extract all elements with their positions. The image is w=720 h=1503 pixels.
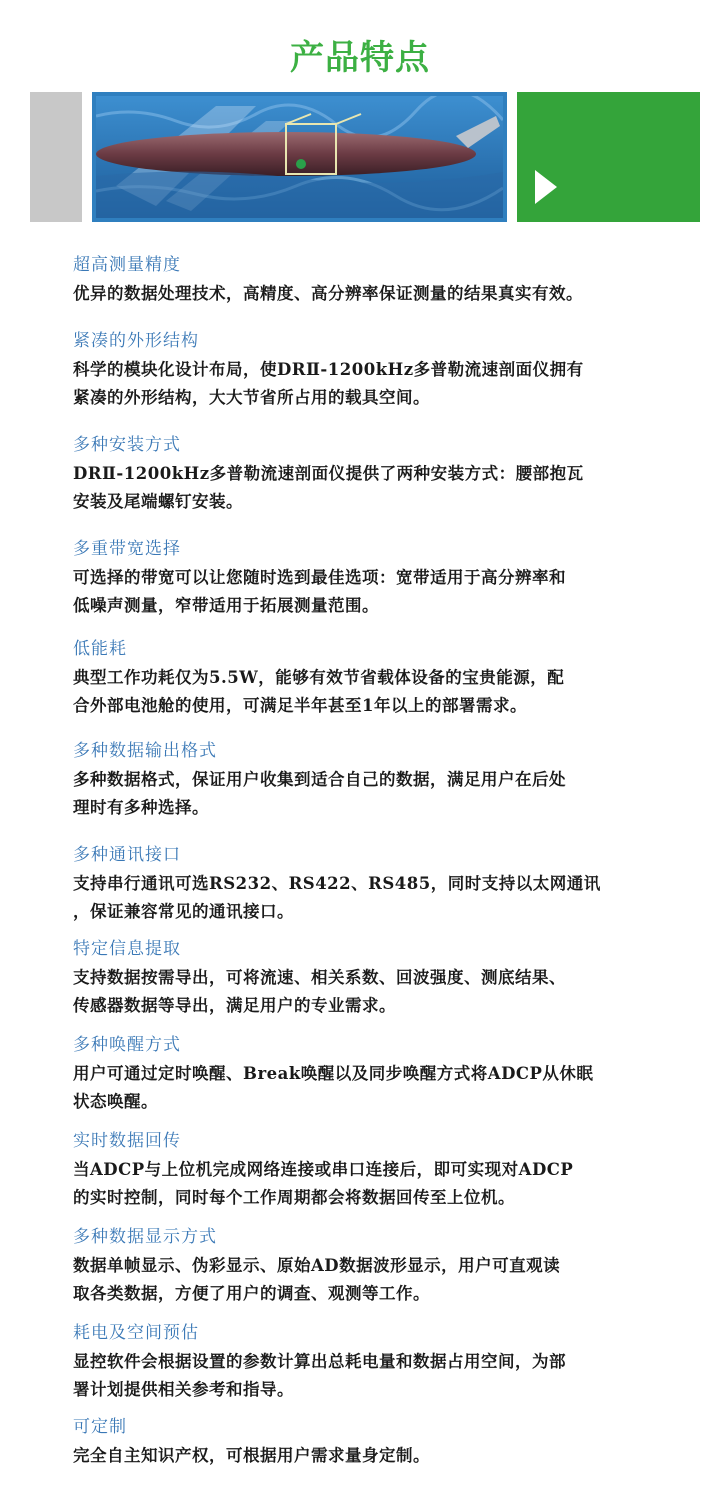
feature-line: 合外部电池舱的使用，可满足半年甚至1年以上的部署需求。 [73,696,527,715]
feature-body [73,766,673,822]
feature-line: 显控软件会根据设置的参数计算出总耗电量和数据占用空间，为部 [73,1352,566,1371]
feature-line: 传感器数据等导出，满足用户的专业需求。 [73,996,396,1015]
feature-title: 可定制 [73,1417,127,1437]
feature-title: 超高测量精度 [73,255,181,275]
feature-item [73,936,673,1020]
feature-body [73,1252,673,1308]
feature-title: 紧凑的外形结构 [73,331,199,351]
feature-line: 署计划提供相关参考和指导。 [73,1380,294,1399]
feature-line: 数据单帧显示、伪彩显示、原始AD数据波形显示，用户可直观读 [73,1256,561,1275]
feature-item [73,636,673,720]
feature-body [73,1156,673,1212]
play-triangle-icon [535,170,557,204]
feature-line: 紧凑的外形结构，大大节省所占用的载具空间。 [73,388,430,407]
feature-item [73,1032,673,1116]
feature-line: 当ADCP与上位机完成网络连接或串口连接后，即可实现对ADCP [73,1160,574,1179]
underwater-vehicle-photo [96,96,503,218]
feature-line: 理时有多种选择。 [73,798,209,817]
feature-item [73,328,673,412]
feature-line: 低噪声测量，窄带适用于拓展测量范围。 [73,596,379,615]
feature-line: 典型工作功耗仅为5.5W，能够有效节省载体设备的宝贵能源，配 [73,668,565,687]
feature-body [73,460,673,516]
feature-title: 多种数据输出格式 [73,741,217,761]
feature-title: 多种通讯接口 [73,845,181,865]
feature-body [73,1060,673,1116]
feature-line: 科学的模块化设计布局，使DRⅡ-1200kHz多普勒流速剖面仪拥有 [73,360,584,379]
feature-line: 状态唤醒。 [73,1092,158,1111]
feature-body [73,664,673,720]
feature-item [73,1224,673,1308]
feature-title: 多种安装方式 [73,435,181,455]
feature-body [73,870,673,926]
feature-body [73,564,673,620]
feature-item [73,1320,673,1404]
page-title: 产品特点 [290,38,430,78]
gray-accent-block [30,92,82,222]
feature-title: 多重带宽选择 [73,539,181,559]
feature-body [73,1442,673,1470]
feature-title: 多种唤醒方式 [73,1035,181,1055]
feature-item [73,842,673,926]
feature-body [73,356,673,412]
feature-line: 安装及尾端螺钉安装。 [73,492,243,511]
feature-body [73,964,673,1020]
feature-title: 特定信息提取 [73,939,181,959]
feature-line: 用户可通过定时唤醒、Break唤醒以及同步唤醒方式将ADCP从休眠 [73,1064,594,1083]
feature-item [73,252,673,308]
feature-line: 的实时控制，同时每个工作周期都会将数据回传至上位机。 [73,1188,515,1207]
feature-line: 支持数据按需导出，可将流速、相关系数、回波强度、测底结果、 [73,968,566,987]
feature-line: 完全自主知识产权，可根据用户需求量身定制。 [73,1446,430,1465]
feature-line: 可选择的带宽可以让您随时选到最佳选项：宽带适用于高分辨率和 [73,568,566,587]
feature-item [73,432,673,516]
feature-line: 优异的数据处理技术，高精度、高分辨率保证测量的结果真实有效。 [73,284,583,303]
feature-line: 取各类数据，方便了用户的调查、观测等工作。 [73,1284,430,1303]
feature-title: 耗电及空间预估 [73,1323,199,1343]
feature-title: 多种数据显示方式 [73,1227,217,1247]
feature-line: ，保证兼容常见的通讯接口。 [73,902,294,921]
feature-body [73,1348,673,1404]
feature-item [73,536,673,620]
feature-title: 低能耗 [73,639,127,659]
feature-line: 支持串行通讯可选RS232、RS422、RS485，同时支持以太网通讯 [73,874,601,893]
hero-photo [92,92,507,222]
feature-line: DRⅡ-1200kHz多普勒流速剖面仪提供了两种安装方式：腰部抱瓦 [73,464,584,483]
feature-item [73,1414,673,1470]
hero-banner [0,92,720,222]
feature-body [73,280,673,308]
feature-item [73,1128,673,1212]
feature-line: 多种数据格式，保证用户收集到适合自己的数据，满足用户在后处 [73,770,566,789]
feature-item [73,738,673,822]
feature-title: 实时数据回传 [73,1131,181,1151]
